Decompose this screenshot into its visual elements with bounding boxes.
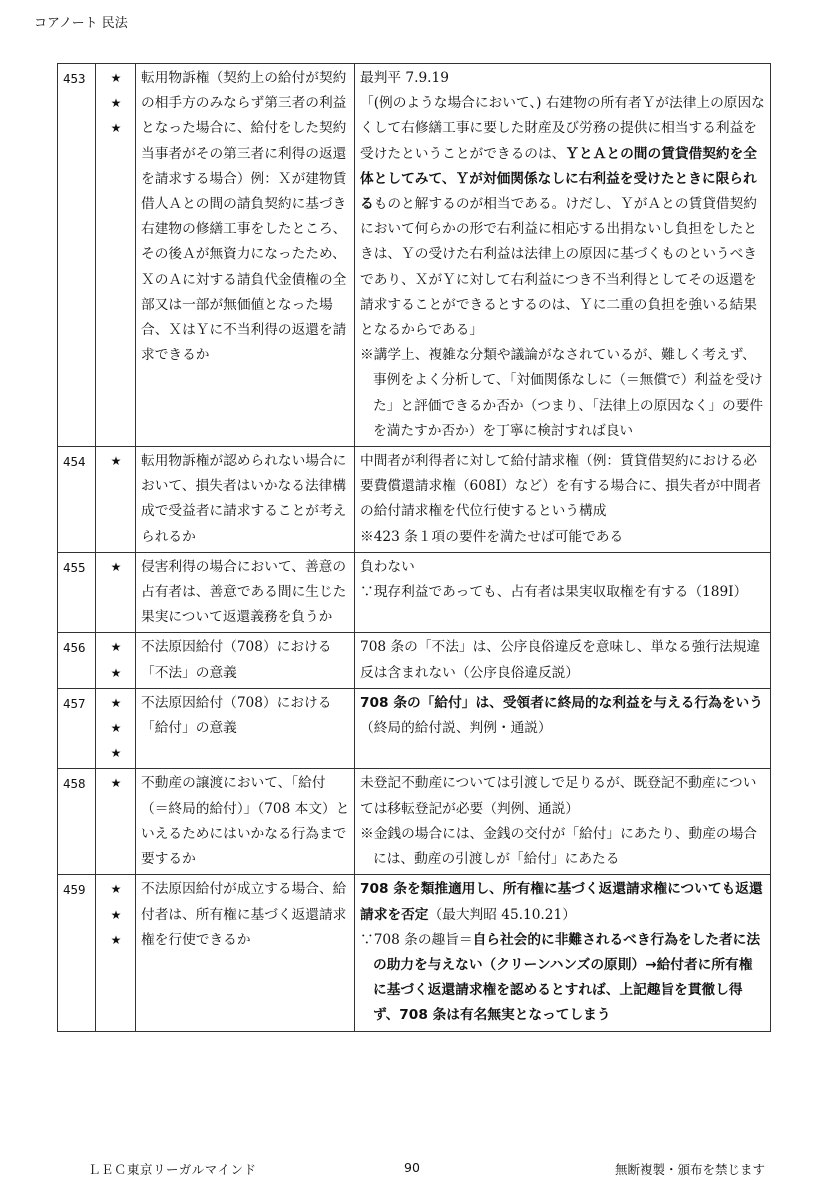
answer-text: ※講学上、複雑な分類や議論がなされているが、難しく考えず、事例をよく分析して、「対価関係なしに（＝無償で）利益を受けた」と評価できるか否か（つまり、「法律上の原因なく」の要件を満たすか否か）を丁寧に検討すれば良い	[360, 347, 764, 439]
answer-text: ※423 条１項の要件を満たせば可能である	[360, 528, 624, 545]
answer-text: （終局的給付説、判例・通説）	[360, 720, 552, 737]
answer-cell	[355, 688, 771, 769]
star-icon: ★	[110, 721, 122, 736]
importance-rating	[96, 64, 136, 447]
answer-cell	[355, 633, 771, 688]
qa-table	[57, 63, 771, 1032]
question-cell: 転用物訴権（契約上の給付が契約の相手方のみならず第三者の利益となった場合に、給付をした契約当事者がその第三者に利得の返還を請求する場合）例：Ｘが建物賃借人Ａとの間の請負契約に基づき右建物の修繕工事をしたところ、その後Ａが無資力になったため、ＸのＡに対する請負代金債権の全部又は一部が無価値となった場合、ＸはＹに不当利得の返還を請求できるか	[136, 64, 355, 447]
row-number: 454	[58, 447, 96, 553]
importance-rating	[96, 552, 136, 633]
star-icon: ★	[110, 776, 122, 791]
answer-text: 負わない	[360, 558, 415, 575]
answer-text: 708 条の「不法」は、公序良俗違反を意味し、単なる強行法規違反は含まれない（公序良俗違反説）	[360, 639, 761, 681]
answer-paragraph	[360, 555, 766, 580]
table-row	[58, 64, 771, 447]
table-row	[58, 688, 771, 769]
answer-cell	[355, 769, 771, 875]
star-icon: ★	[110, 882, 122, 897]
importance-rating	[96, 769, 136, 875]
table-row	[58, 769, 771, 875]
answer-paragraph	[360, 91, 766, 343]
row-number: 456	[58, 633, 96, 688]
importance-rating	[96, 688, 136, 769]
answer-text: ※金銭の場合には、金銭の交付が「給付」にあたり、動産の場合には、動産の引渡しが「給付」にあたる	[360, 825, 757, 868]
answer-text: ものと解するのが相当である。けだし、ＹがＡとの賃貸借契約において何らかの形で右利益に相応する出捐ないし負担をしたときは、Ｙの受けた右利益は法律上の原因に基づくものというべきであり、ＸがＹに対して右利益につき不当利得としてその返還を請求することができるとするのは、Ｙに二重の負担を強いる結果となるからである」	[360, 196, 757, 339]
answer-note	[360, 928, 766, 1029]
row-number: 453	[58, 64, 96, 447]
answer-key-point: 708 条を類推適用し、所有権に基づく返還請求権についても返還請求を否定	[360, 881, 763, 923]
answer-text: ∵現存利益であっても、占有者は果実収取権を有する（189Ⅰ）	[360, 584, 748, 601]
answer-key-point: 708 条の「給付」は、受領者に終局的な利益を与える行為をいう	[360, 694, 763, 711]
row-number: 459	[58, 875, 96, 1031]
question-cell: 不法原因給付（708）における「不法」の意義	[136, 633, 355, 688]
question-cell: 侵害利得の場合において、善意の占有者は、善意である間に生じた果実について返還義務を負うか	[136, 552, 355, 633]
answer-note	[360, 343, 766, 444]
star-icon: ★	[110, 96, 122, 111]
answer-key-point: ＹとＡとの間の賃貸借契約を全体としてみて、Ｙが対価関係なしに右利益を受けたときに限られる	[360, 145, 757, 213]
answer-text: 中間者が利得者に対して給付請求権（例：賃貸借契約における必要費償還請求権（608Ⅰ）など）を有する場合に、損失者が中間者の給付請求権を代位行使するという構成	[360, 453, 762, 520]
table-row	[58, 447, 771, 553]
question-cell: 不動産の譲渡において、「給付（＝終局的給付）」（708 本文）といえるためにはいかなる行為まで要するか	[136, 769, 355, 875]
star-icon: ★	[110, 665, 122, 680]
question-cell: 不法原因給付が成立する場合、給付者は、所有権に基づく返還請求権を行使できるか	[136, 875, 355, 1031]
row-number: 458	[58, 769, 96, 875]
answer-paragraph	[360, 449, 766, 525]
importance-rating	[96, 633, 136, 688]
answer-paragraph	[360, 635, 766, 685]
table-row	[58, 633, 771, 688]
answer-cell	[355, 64, 771, 447]
page-number: 90	[404, 1160, 420, 1175]
star-icon: ★	[110, 746, 122, 761]
star-icon: ★	[110, 907, 122, 922]
answer-text: ∵708 条の趣旨＝	[360, 931, 473, 948]
star-icon: ★	[110, 71, 122, 85]
footer-publisher: ＬＥＣ東京リーガルマインド	[88, 1162, 257, 1177]
answer-cell	[355, 875, 771, 1031]
table-row	[58, 552, 771, 633]
answer-text: 最判平 7.9.19	[360, 70, 449, 86]
answer-cell	[355, 552, 771, 633]
answer-key-point: 自ら社会的に非難されるべき行為をした者に法の助力を与えない（クリーンハンズの原則）→給付者に所有権に基づく返還請求権を認めるとすれば、上記趣旨を貫徹し得ず、708 条は有名無実となってしまう	[373, 931, 761, 1024]
answer-text: （最大判昭 45.10.21）	[428, 906, 576, 923]
answer-text: 未登記不動産については引渡しで足りるが、既登記不動産については移転登記が必要（判例、通説）	[360, 775, 757, 817]
star-icon: ★	[110, 454, 122, 469]
row-number: 457	[58, 688, 96, 769]
row-number: 455	[58, 552, 96, 633]
answer-note	[360, 525, 766, 550]
importance-rating	[96, 875, 136, 1031]
question-cell: 転用物訴権が認められない場合において、損失者はいかなる法律構成で受益者に請求することが考えられるか	[136, 447, 355, 553]
answer-note	[360, 822, 766, 872]
footer-copyright-notice: 無断複製・頒布を禁じます	[614, 1162, 765, 1177]
answer-paragraph	[360, 66, 766, 91]
answer-cell	[355, 447, 771, 553]
star-icon: ★	[110, 695, 122, 710]
answer-paragraph	[360, 691, 766, 741]
star-icon: ★	[110, 932, 122, 947]
table-row	[58, 875, 771, 1031]
answer-text: 「(例のような場合において、) 右建物の所有者Ｙが法律上の原因なくして右修繕工事に要した財産及び労務の提供に相当する利益を受けたということができるのは、	[360, 95, 765, 162]
question-cell: 不法原因給付（708）における「給付」の意義	[136, 688, 355, 769]
importance-rating	[96, 447, 136, 553]
star-icon: ★	[110, 121, 122, 136]
star-icon: ★	[110, 640, 122, 655]
page-header-title: コアノート 民法	[34, 16, 128, 31]
answer-note	[360, 580, 766, 605]
answer-paragraph	[360, 771, 766, 821]
star-icon: ★	[110, 559, 122, 574]
answer-paragraph	[360, 877, 766, 927]
